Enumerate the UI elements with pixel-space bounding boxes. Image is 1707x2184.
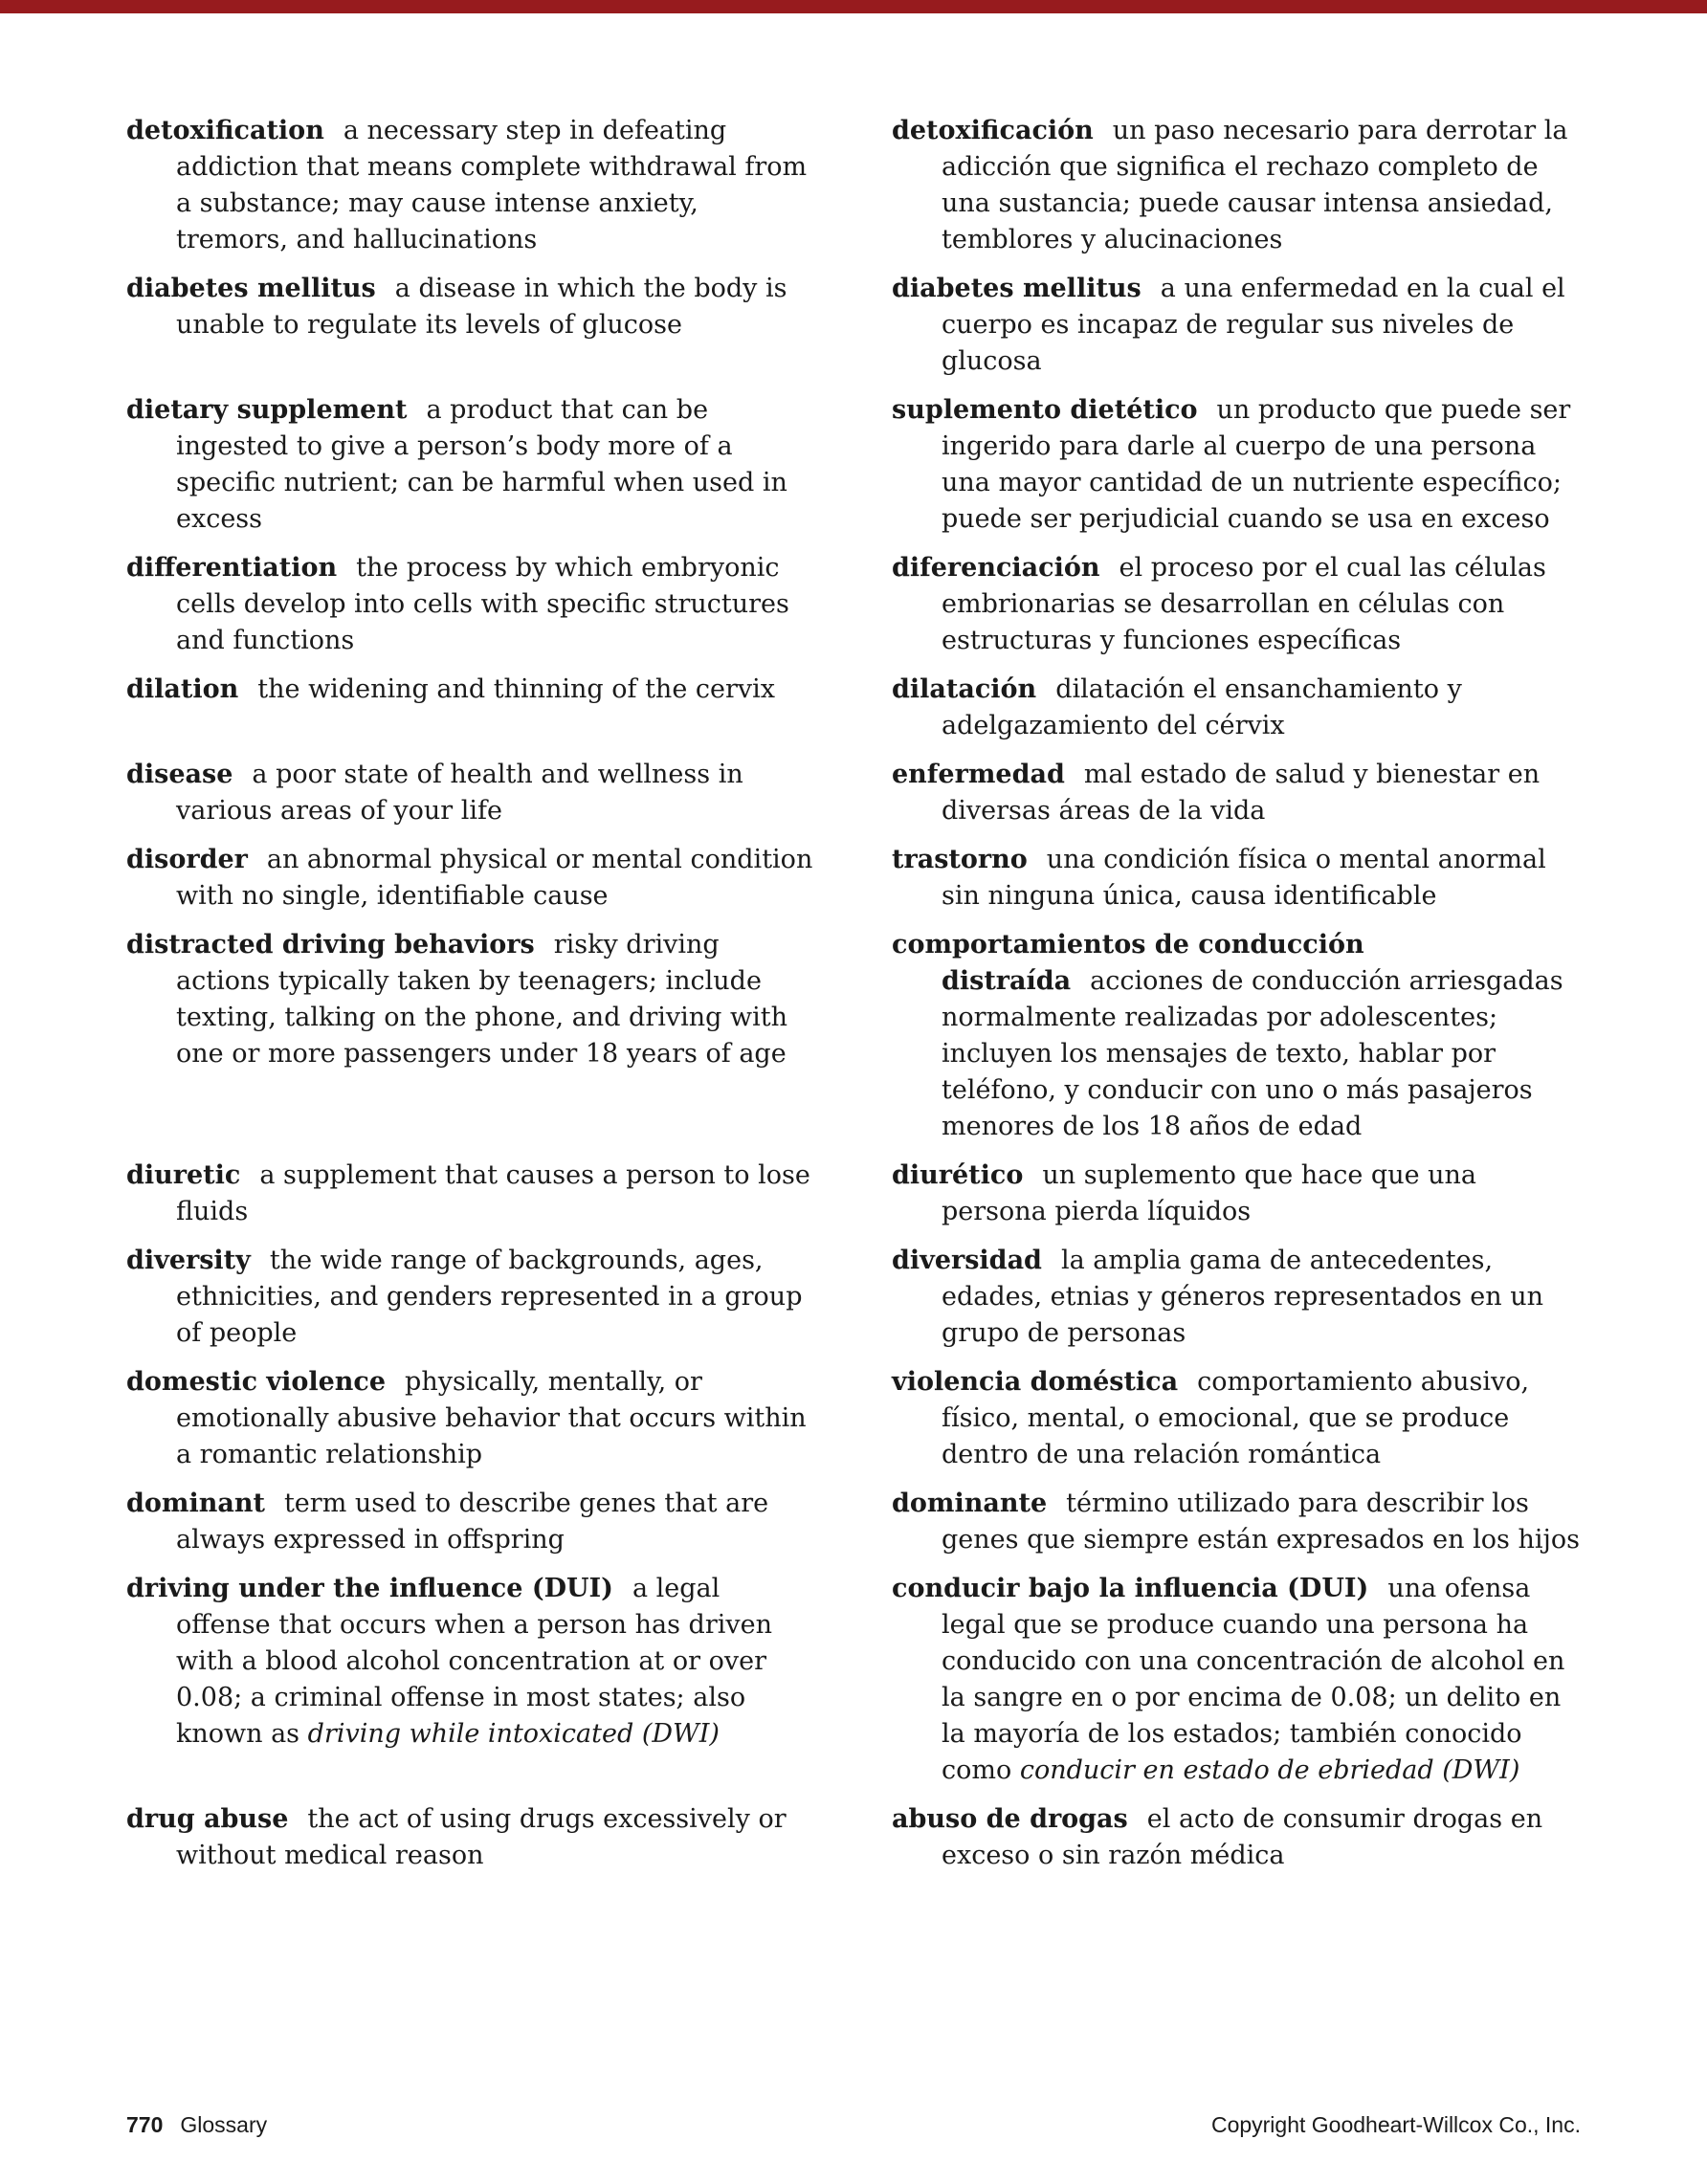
glossary-definition: a supplement that causes a person to lose fluids (176, 1160, 810, 1226)
glossary-definition: a una enfermedad en la cual el cuerpo es incapaz de regular sus niveles de glucosa (942, 274, 1565, 376)
glossary-definition: the process by which embryonic cells develop into cells with specific structures and functions (176, 553, 789, 655)
glossary-entry-es (892, 113, 1581, 258)
glossary-term: diurético (892, 1160, 1024, 1190)
glossary-definition: the act of using drugs excessively or without medical reason (176, 1804, 787, 1870)
glossary-term: disease (126, 760, 233, 789)
glossary-definition: el proceso por el cual las células embrionarias se desarrollan en células con estructuras y funciones específicas (942, 553, 1546, 655)
glossary-definition: mal estado de salud y bienestar en diversas áreas de la vida (942, 760, 1541, 826)
glossary-entry-es (892, 392, 1581, 538)
glossary-definition: un suplemento que hace que una persona pierda líquidos (942, 1160, 1477, 1226)
glossary-term: dilatación (892, 674, 1037, 704)
glossary-entry-en (126, 1801, 815, 1874)
glossary-entry-es (892, 1801, 1581, 1874)
glossary-entry-en (126, 842, 815, 915)
glossary-term: diversidad (892, 1246, 1042, 1275)
glossary-entry-es (892, 1243, 1581, 1352)
glossary-entry-es (892, 1364, 1581, 1473)
section-label: Glossary (180, 2112, 268, 2137)
glossary-entry-en (126, 1486, 815, 1558)
glossary-term: dominante (892, 1489, 1048, 1518)
glossary-entry-en (126, 271, 815, 343)
glossary-definition: el acto de consumir drogas en exceso o sin razón médica (942, 1804, 1543, 1870)
glossary-entry-en (126, 1364, 815, 1473)
glossary-definition: una ofensa legal que se produce cuando una persona ha conducido con una concentración de alcohol en la sangre en o por encima de 0.08; un delito en la mayoría de los estados; también conocido como conducir en estado de ebriedad (DWI) (942, 1574, 1565, 1785)
glossary-definition: a product that can be ingested to give a person’s body more of a specific nutrient; can be harmful when used in excess (176, 395, 787, 534)
glossary-term: drug abuse (126, 1804, 289, 1834)
glossary-term: dietary supplement (126, 395, 408, 425)
glossary-entry-en (126, 1571, 815, 1753)
glossary-definition: a legal offense that occurs when a person has driven with a blood alcohol concentration at or over 0.08; a criminal offense in most states; also known as driving while intoxicated (DWI) (176, 1574, 772, 1749)
glossary-definition: término utilizado para describir los genes que siempre están expresados en los hijos (942, 1489, 1580, 1555)
glossary-definition: the widening and thinning of the cervix (257, 674, 776, 704)
glossary-term: detoxificación (892, 116, 1094, 145)
glossary-term: comportamientos de conducción distraída (892, 930, 1364, 996)
glossary-entry-es (892, 1158, 1581, 1230)
glossary-term: violencia doméstica (892, 1367, 1179, 1397)
glossary-term: conducir bajo la influencia (DUI) (892, 1574, 1369, 1603)
glossary-term: differentiation (126, 553, 338, 583)
glossary-definition: a disease in which the body is unable to regulate its levels of glucose (176, 274, 787, 340)
glossary-term: trastorno (892, 845, 1028, 874)
glossary-term: domestic violence (126, 1367, 387, 1397)
glossary-definition: la amplia gama de antecedentes, edades, etnias y géneros representados en un grupo de personas (942, 1246, 1544, 1348)
glossary-definition: comportamiento abusivo, físico, mental, o emocional, que se produce dentro de una relación romántica (942, 1367, 1530, 1469)
glossary-entry-es (892, 550, 1581, 659)
glossary-entry-es (892, 271, 1581, 380)
glossary-term: diferenciación (892, 553, 1100, 583)
glossary-entry-es (892, 927, 1581, 1145)
glossary-term: dilation (126, 674, 239, 704)
glossary-term: distracted driving behaviors (126, 930, 535, 960)
glossary-definition: dilatación el ensanchamiento y adelgazamiento del cérvix (942, 674, 1462, 740)
glossary-definition: una condición física o mental anormal sin ninguna única, causa identificable (942, 845, 1546, 911)
glossary-term: diabetes mellitus (892, 274, 1142, 303)
glossary-term: abuso de drogas (892, 1804, 1128, 1834)
glossary-term: diabetes mellitus (126, 274, 376, 303)
page-footer (126, 2112, 1581, 2138)
glossary-entry-en (126, 672, 815, 708)
glossary-term: diuretic (126, 1160, 241, 1190)
glossary-definition: acciones de conducción arriesgadas normalmente realizadas por adolescentes; incluyen los mensajes de texto, hablar por teléfono, y conducir con uno o más pasajeros menores de los 18 años de edad (942, 966, 1563, 1141)
glossary-page-content (126, 113, 1581, 1874)
glossary-term: disorder (126, 845, 248, 874)
glossary-entry-es (892, 1486, 1581, 1558)
glossary-entry-en (126, 113, 815, 258)
glossary-definition: un paso necesario para derrotar la adicción que significa el rechazo completo de una sustancia; puede causar intensa ansiedad, temblores y alucinaciones (942, 116, 1568, 254)
glossary-entry-es (892, 672, 1581, 744)
glossary-entry-es (892, 757, 1581, 829)
glossary-term: suplemento dietético (892, 395, 1198, 425)
glossary-definition: a necessary step in defeating addiction that means complete withdrawal from a substance; may cause intense anxiety, tremors, and hallucinations (176, 116, 808, 254)
glossary-definition: the wide range of backgrounds, ages, ethnicities, and genders represented in a group of people (176, 1246, 803, 1348)
glossary-term: enfermedad (892, 760, 1065, 789)
top-accent-bar (0, 0, 1707, 13)
glossary-definition: an abnormal physical or mental condition with no single, identifiable cause (176, 845, 813, 911)
glossary-entry-en (126, 1243, 815, 1352)
footer-left (126, 2112, 267, 2138)
glossary-entry-en (126, 550, 815, 659)
copyright-text: Copyright Goodheart-Willcox Co., Inc. (1210, 2112, 1581, 2137)
glossary-definition: un producto que puede ser ingerido para darle al cuerpo de una persona una mayor cantidad de un nutriente específico; puede ser perjudicial cuando se usa en exceso (942, 395, 1571, 534)
glossary-entry-es (892, 842, 1581, 915)
glossary-entry-en (126, 392, 815, 538)
glossary-term: driving under the influence (DUI) (126, 1574, 613, 1603)
glossary-grid (126, 113, 1581, 1874)
glossary-definition: a poor state of health and wellness in various areas of your life (176, 760, 743, 826)
glossary-term: detoxification (126, 116, 324, 145)
glossary-entry-en (126, 1158, 815, 1230)
glossary-entry-en (126, 927, 815, 1072)
glossary-definition: physically, mentally, or emotionally abusive behavior that occurs within a romantic relationship (176, 1367, 807, 1469)
page-number: 770 (126, 2112, 164, 2137)
glossary-definition: risky driving actions typically taken by teenagers; include texting, talking on the phone, and driving with one or more passengers under 18 years of age (176, 930, 788, 1069)
glossary-term: dominant (126, 1489, 265, 1518)
glossary-entry-en (126, 757, 815, 829)
glossary-entry-es (892, 1571, 1581, 1789)
glossary-definition: term used to describe genes that are always expressed in offspring (176, 1489, 769, 1555)
glossary-term: diversity (126, 1246, 251, 1275)
